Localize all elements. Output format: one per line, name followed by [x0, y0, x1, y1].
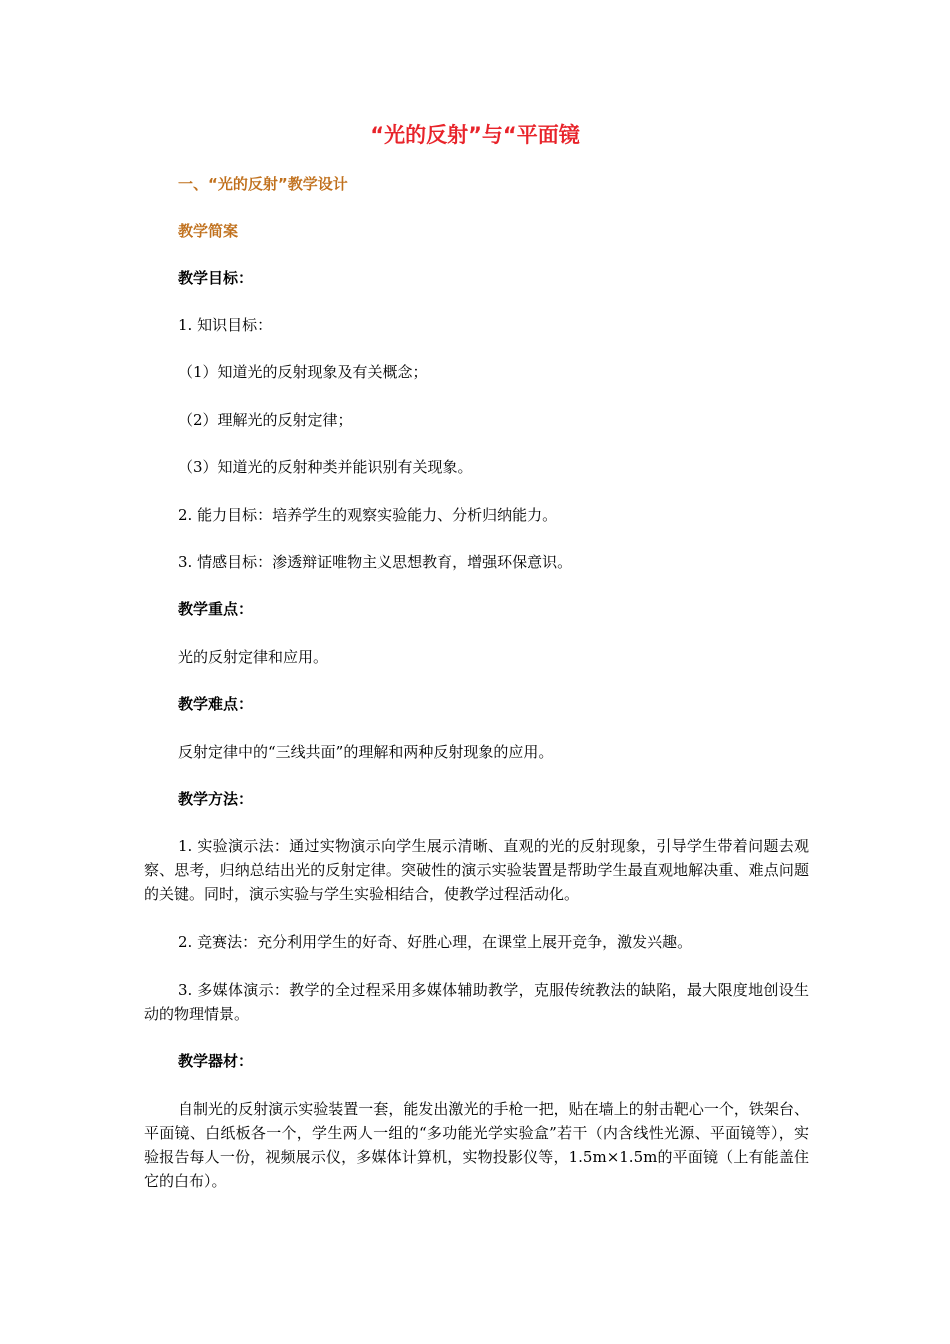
emotion-objective: 3. 情感目标：渗透辩证唯物主义思想教育，增强环保意识。: [178, 553, 573, 571]
equipment-heading: 教学器材：: [178, 1052, 254, 1070]
equipment-text: 自制光的反射演示实验装置一套，能发出激光的手枪一把，贴在墙上的射击靶心一个，铁架台、平面镜、白纸板各一个，学生两人一组的“多功能光学实验盒”若干（内含线性光源、平面镜等），实验报告每人一份，视频展示仪，多媒体计算机，实物投影仪等，1.5m×1.5m的平面镜（上有能盖住它的白布）。: [144, 1100, 809, 1190]
methods-heading: 教学方法：: [178, 790, 254, 808]
knowledge-item-1: （1）知道光的反射现象及有关概念；: [178, 363, 428, 381]
key-point-heading: 教学重点：: [178, 600, 254, 618]
knowledge-objective-label: 1. 知识目标：: [178, 316, 273, 334]
difficulty-text: 反射定律中的“三线共面”的理解和两种反射现象的应用。: [178, 743, 554, 761]
method-item-3: 3. 多媒体演示：教学的全过程采用多媒体辅助教学，克服传统教法的缺陷，最大限度地创设生动的物理情景。: [144, 981, 809, 1023]
key-point-text: 光的反射定律和应用。: [178, 648, 329, 666]
difficulty-heading: 教学难点：: [178, 695, 254, 713]
knowledge-item-3: （3）知道光的反射种类并能识别有关现象。: [178, 458, 473, 476]
method-item-2: 2. 竞赛法：充分利用学生的好奇、好胜心理，在课堂上展开竞争，激发兴趣。: [178, 933, 693, 951]
section-heading: 一、“光的反射”教学设计: [178, 175, 348, 193]
document-title: “光的反射”与“平面镜: [370, 123, 580, 147]
method-item-1: 1. 实验演示法：通过实物演示向学生展示清晰、直观的光的反射现象，引导学生带着问题去观察、思考，归纳总结出光的反射定律。突破性的演示实验装置是帮助学生最直观地解决重、难点问题的关键。同时，演示实验与学生实验相结合，使教学过程活动化。: [144, 837, 809, 903]
subsection-heading: 教学简案: [178, 222, 239, 240]
objectives-heading: 教学目标：: [178, 269, 254, 287]
knowledge-item-2: （2）理解光的反射定律；: [178, 411, 353, 429]
ability-objective: 2. 能力目标：培养学生的观察实验能力、分析归纳能力。: [178, 506, 558, 524]
